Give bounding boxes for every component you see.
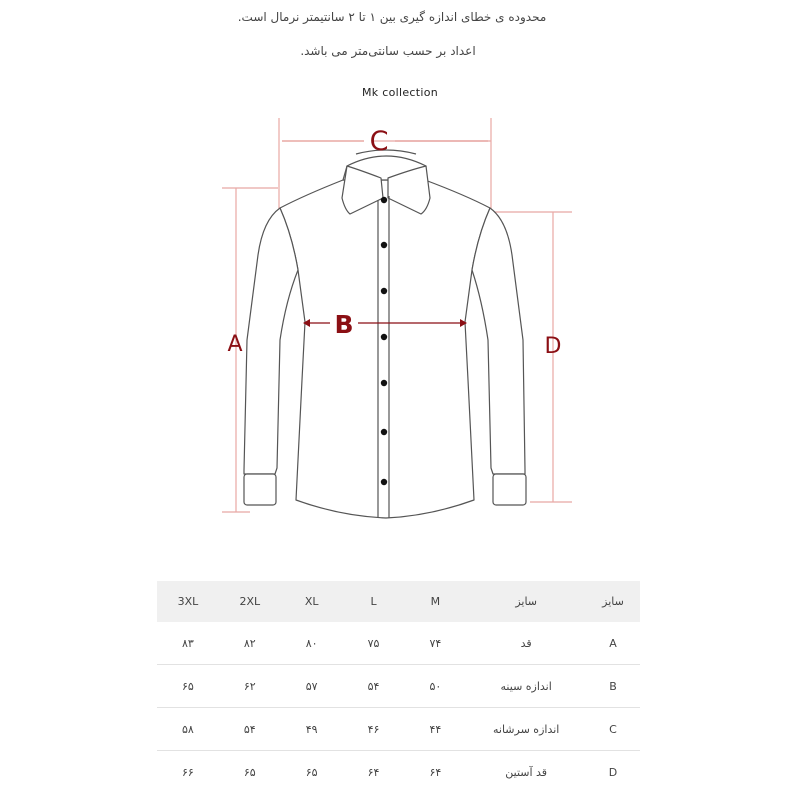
table-row (157, 665, 640, 708)
row-name: اندازه سینه (466, 665, 586, 708)
header-size-2xl: 2XL (219, 581, 281, 622)
measurement-error-note: محدوده ی خطای اندازه گیری بین ۱ تا ۲ سانتیمتر نرمال است. (237, 10, 547, 24)
table-cell: ۵۴ (343, 665, 405, 708)
table-cell: ۴۶ (343, 708, 405, 751)
table-cell: ۴۹ (281, 708, 343, 751)
label-d: D (544, 334, 562, 359)
label-b: B (334, 310, 354, 339)
brand-name: Mk collection (361, 86, 439, 99)
row-name: اندازه سرشانه (466, 708, 586, 751)
table-cell: ۵۸ (157, 708, 219, 751)
header-key: سایز (586, 581, 640, 622)
button-dot (381, 242, 387, 248)
button-dot (381, 288, 387, 294)
row-key: D (608, 765, 618, 779)
table-row (157, 708, 640, 751)
table-header-row (157, 581, 640, 622)
row-name: قد آستین (505, 765, 548, 779)
size-table (157, 581, 640, 793)
button-dot (381, 380, 387, 386)
table-cell: ۵۰ (404, 665, 466, 708)
row-key: B (586, 665, 640, 708)
table-cell: ۵۷ (281, 665, 343, 708)
table-cell: ۶۲ (219, 665, 281, 708)
table-cell: ۵۴ (219, 708, 281, 751)
header-size-l: L (343, 581, 405, 622)
row-key: A (586, 622, 640, 665)
button-dot (381, 429, 387, 435)
row-name: قد (466, 622, 586, 665)
label-a: A (227, 332, 243, 357)
table-cell: ۸۳ (157, 622, 219, 665)
row-key: C (586, 708, 640, 751)
header-size-3xl: 3XL (157, 581, 219, 622)
header-name: سایز (466, 581, 586, 622)
table-row (157, 622, 640, 665)
table-cell: ۶۶ (182, 765, 194, 779)
table-cell: ۶۴ (429, 765, 442, 779)
label-c: C (369, 126, 389, 157)
button-dot (381, 197, 387, 203)
table-cell: ۶۵ (157, 665, 219, 708)
table-cell: ۶۴ (367, 765, 380, 779)
table-cell: ۶۵ (243, 765, 256, 779)
button-dot (381, 334, 387, 340)
table-cell: ۴۴ (404, 708, 466, 751)
table-cell: ۸۲ (219, 622, 281, 665)
table-cell: ۷۵ (343, 622, 405, 665)
button-dot (381, 479, 387, 485)
units-note: اعداد بر حسب سانتی‌متر می باشد. (300, 44, 476, 58)
header-size-m: M (404, 581, 466, 622)
table-cell: ۷۴ (404, 622, 466, 665)
table-row (157, 751, 640, 794)
table-cell: ۶۵ (305, 765, 318, 779)
table-cell: ۸۰ (281, 622, 343, 665)
header-size-xl: XL (281, 581, 343, 622)
